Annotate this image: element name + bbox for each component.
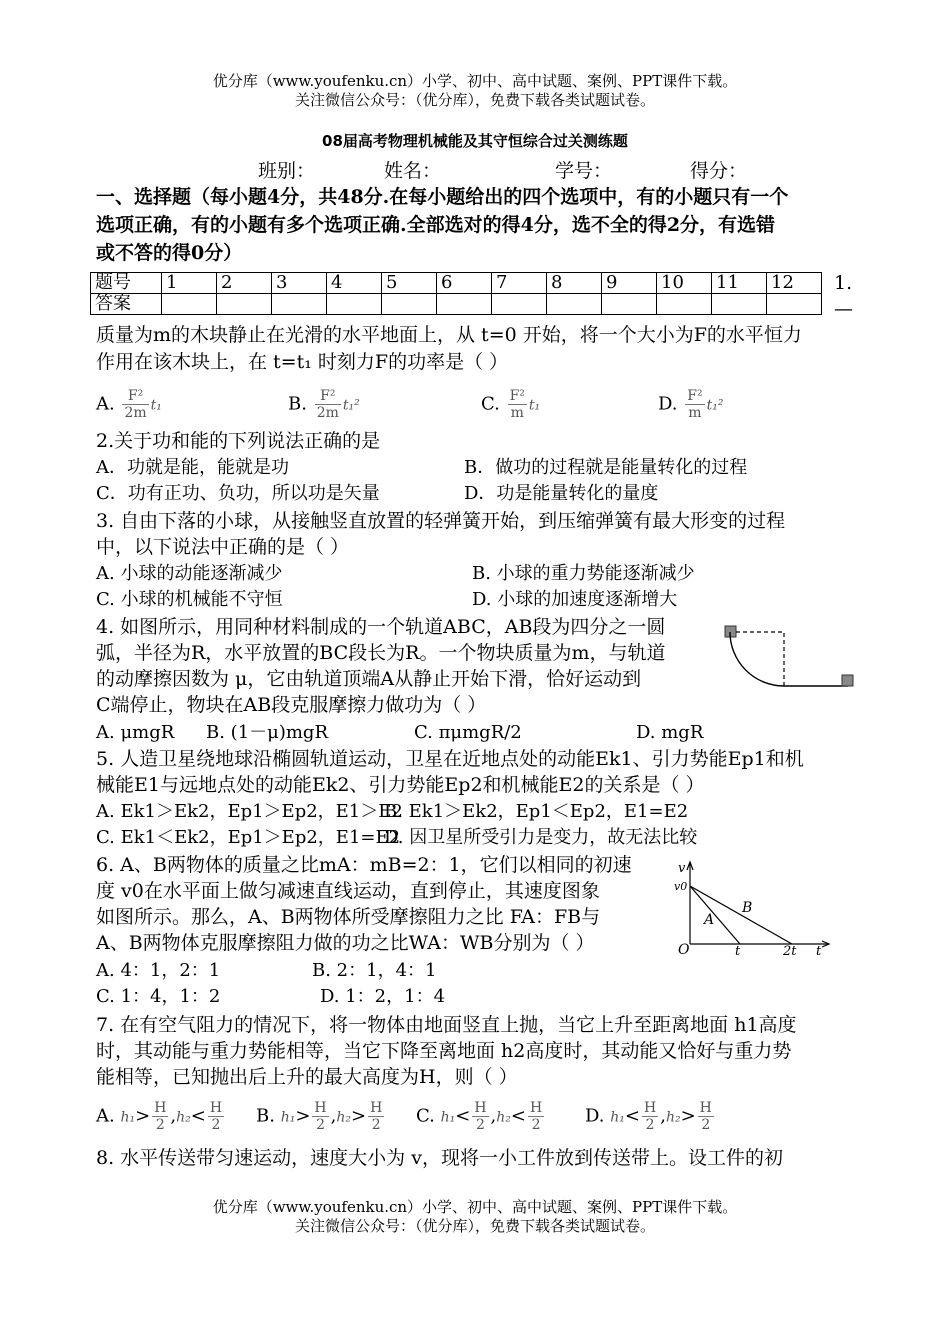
numerator: F² [509, 388, 525, 404]
fraction [472, 1100, 488, 1133]
q4-option-d: D. mgR [636, 722, 704, 743]
section-instructions-1: 一、选择题（每小题4分，共48分.在每小题给出的四个选项中，有的小题只有一个 [96, 186, 789, 208]
h2-var: h₂ [176, 1109, 191, 1126]
separator: , [170, 1105, 177, 1127]
student-id-label: 学号： [555, 160, 613, 182]
operator: < [455, 1105, 471, 1127]
fraction [642, 1100, 658, 1133]
denominator: 2 [645, 1117, 655, 1133]
line-a [690, 886, 740, 944]
a-label: A [704, 912, 715, 928]
numerator: H [314, 1100, 327, 1116]
fraction [152, 1100, 168, 1133]
table-cell: 10 [657, 273, 712, 294]
option-letter: D. [585, 1105, 605, 1127]
numerator: H [154, 1100, 167, 1116]
q7-option-b [256, 1100, 386, 1133]
footer-line-2: 关注微信公众号：（优分库），免费下载各类试题试卷。 [294, 1217, 655, 1235]
option-letter: C. [481, 393, 500, 415]
option-letter: D. [658, 393, 678, 415]
option-letter: A. [96, 1105, 115, 1127]
operator: > [135, 1105, 151, 1127]
operator: > [295, 1105, 311, 1127]
fraction [315, 388, 341, 421]
separator: , [660, 1105, 666, 1127]
table-cell: 12 [767, 273, 822, 294]
operator: < [190, 1105, 206, 1127]
q7-option-d [585, 1100, 716, 1133]
v0-label: v0 [674, 880, 688, 893]
t-label: t [735, 944, 741, 959]
q7-option-c [416, 1100, 546, 1133]
q2-option-a: A．功就是能，能就是功 [96, 457, 289, 478]
denominator: 2 [475, 1117, 485, 1133]
numerator: H [530, 1100, 543, 1116]
answer-cell[interactable] [217, 294, 272, 315]
q1-stem-1: 质量为m的木块静止在光滑的水平地面上，从 t=0 开始，将一个大小为F的水平恒力 [96, 324, 802, 346]
time-var: t₁² [706, 397, 724, 414]
q6-stem-4: A、B两物体克服摩擦阻力做的功之比WA：WB分别为（ ） [96, 932, 595, 954]
v-label: v [678, 861, 686, 876]
q1-stem-2: 作用在该木块上，在 t=t₁ 时刻力F的功率是（ ） [96, 351, 509, 373]
numerator: F² [315, 388, 341, 405]
denominator: 2m [316, 405, 339, 421]
table-cell: 7 [492, 273, 547, 294]
h2-var: h₂ [336, 1109, 352, 1126]
q2-option-d: D．功是能量转化的量度 [464, 483, 659, 504]
q7-option-a [96, 1100, 226, 1133]
q5-option-b: B. Ek1＞Ek2，Ep1＜Ep2，E1=E2 [384, 801, 689, 822]
table-cell: 3 [272, 273, 327, 294]
q4-option-a: A. μmgR [96, 722, 175, 743]
table-cell: 11 [712, 273, 767, 294]
q7-stem-2: 时，其动能与重力势能相等，当它下降至离地面 h2高度时，其动能又恰好与重力势 [96, 1040, 792, 1062]
row-label: 题号 [91, 273, 162, 294]
table-cell: 8 [547, 273, 602, 294]
q7-stem-3: 能相等，已知抛出后上升的最大高度为H，则（ ） [96, 1066, 518, 1088]
q5-stem-1: 5. 人造卫星绕地球沿椭圆轨道运动，卫星在近地点处的动能Ek1、引力势能Ep1和机 [96, 748, 804, 770]
q6-stem-3: 如图所示。那么，A、B两物体所受摩擦阻力之比 FA：FB与 [96, 906, 601, 928]
table-cell: 5 [382, 273, 437, 294]
numerator: F² [122, 388, 148, 405]
q8-stem-1: 8. 水平传送带匀速运动，速度大小为 v，现将一小工件放到传送带上。设工件的初 [96, 1147, 783, 1169]
option-letter: C. [416, 1105, 435, 1127]
h1-var: h₁ [610, 1109, 625, 1126]
numerator: H [699, 1100, 712, 1116]
page-title: 08届高考物理机械能及其守恒综合过关测练题 [322, 132, 628, 150]
q5-option-a: A. Ek1＞Ek2，Ep1＞Ep2，E1＞E2 [96, 801, 403, 822]
table-cell: 1 [162, 273, 217, 294]
fraction [685, 388, 704, 421]
numerator: H [474, 1100, 487, 1116]
q1-option-d [658, 388, 723, 421]
class-label: 班别： [258, 160, 316, 182]
time-var: t₁ [528, 397, 541, 414]
answer-cell[interactable] [602, 294, 657, 315]
answer-cell[interactable] [162, 294, 217, 315]
name-label: 姓名： [384, 160, 442, 182]
q3-stem-1: 3. 自由下落的小球，从接触竖直放置的轻弹簧开始，到压缩弹簧有最大形变的过程 [96, 510, 786, 532]
q2-stem: 2.关于功和能的下列说法正确的是 [96, 430, 381, 452]
fraction [508, 388, 527, 421]
section-instructions-3: 或不答的得0分） [96, 242, 243, 264]
q3-option-a: A. 小球的动能逐渐减少 [96, 563, 283, 584]
header-line-2: 关注微信公众号：（优分库），免费下载各类试题试卷。 [294, 91, 655, 109]
q5-option-c: C. Ek1＜Ek2，Ep1＞Ep2，E1=E2 [96, 827, 401, 848]
q3-option-c: C. 小球的机械能不守恒 [96, 589, 283, 610]
fraction [122, 388, 148, 421]
denominator: 2 [701, 1117, 711, 1133]
answer-cell[interactable] [492, 294, 547, 315]
answer-row [91, 294, 822, 315]
q6-option-b: B. 2：1，4：1 [312, 960, 437, 981]
fraction [312, 1100, 328, 1133]
table-cell: 2 [217, 273, 272, 294]
q4-stem-4: C端停止，物块在AB段克服摩擦力做功为（ ） [96, 694, 487, 716]
q3-option-d: D. 小球的加速度逐渐增大 [472, 589, 678, 610]
option-letter: A. [96, 393, 115, 415]
q6-option-a: A. 4：1，2：1 [96, 960, 221, 981]
score-label: 得分： [690, 160, 748, 182]
track-diagram [718, 620, 858, 692]
answer-cell[interactable] [272, 294, 327, 315]
operator: > [351, 1105, 367, 1127]
h1-var: h₁ [440, 1109, 456, 1126]
option-letter: B. [256, 1105, 275, 1127]
q6-option-c: C. 1：4，1：2 [96, 986, 221, 1007]
answer-cell[interactable] [437, 294, 492, 315]
answer-cell[interactable] [767, 294, 822, 315]
operator: < [624, 1105, 640, 1127]
radius-guide [736, 632, 784, 686]
fraction [528, 1100, 544, 1133]
denominator: 2m [124, 405, 147, 421]
numerator: H [643, 1100, 657, 1116]
block-at-c [842, 675, 853, 686]
b-label: B [742, 900, 753, 916]
q5-stem-2: 械能E1与远地点处的动能Ek2、引力势能Ep2和机械能E2的关系是（ ） [96, 774, 705, 796]
h1-var: h₁ [280, 1109, 296, 1126]
track-abc [730, 632, 848, 686]
q6-stem-1: 6. A、B两物体的质量之比mA：mB=2：1，它们以相同的初速 [96, 854, 632, 876]
2t-label: 2t [783, 944, 797, 959]
separator: , [490, 1105, 497, 1127]
q7-stem-1: 7. 在有空气阻力的情况下，将一物体由地面竖直上抛，当它上升至距离地面 h1高度 [96, 1014, 797, 1036]
answer-cell[interactable] [657, 294, 712, 315]
t-axis-label: t [816, 944, 822, 959]
answer-table [90, 272, 822, 315]
q3-stem-2: 中，以下说法中正确的是（ ） [96, 536, 350, 558]
q6-stem-2: 度 v0在水平面上做匀减速直线运动，直到停止，其速度图象 [96, 880, 600, 902]
numerator: H [209, 1100, 223, 1116]
fraction [698, 1100, 714, 1133]
denominator: 2 [316, 1117, 325, 1133]
q1-number: 1. [834, 272, 853, 294]
q4-stem-3: 的动摩擦因数为 μ，它由轨道顶端A从静止开始下滑，恰好运动到 [96, 668, 642, 690]
q5-option-d: D. 因卫星所受引力是变力，故无法比较 [384, 827, 698, 848]
operator: < [510, 1105, 527, 1127]
q6-option-d: D. 1：2，1：4 [320, 986, 446, 1007]
numerator: H [370, 1100, 383, 1116]
q2-option-b: B．做功的过程就是能量转化的过程 [464, 457, 748, 478]
table-cell: 6 [437, 273, 492, 294]
denominator: 2 [211, 1117, 221, 1133]
velocity-time-graph [672, 856, 834, 960]
h2-var: h₂ [665, 1109, 681, 1126]
origin-label: O [678, 942, 690, 958]
header-line-1: 优分库（www.youfenku.cn）小学、初中、高中试题、案例、PPT课件下载。 [212, 72, 738, 90]
answer-cell[interactable] [547, 294, 602, 315]
time-var: t₁ [150, 397, 162, 414]
denominator: 2 [371, 1117, 381, 1133]
answer-cell[interactable] [382, 294, 437, 315]
denominator: 2 [155, 1117, 165, 1133]
separator: , [330, 1105, 337, 1127]
q4-option-b: B. (1－μ)mgR [206, 722, 329, 743]
q4-stem-2: 弧，半径为R，水平放置的BC段长为R。一个物块质量为m，与轨道 [96, 642, 666, 664]
denominator: 2 [531, 1117, 541, 1133]
answer-cell[interactable] [712, 294, 767, 315]
q4-stem-1: 4. 如图所示，用同种材料制成的一个轨道ABC，AB段为四分之一圆 [96, 616, 666, 638]
table-cell: 4 [327, 273, 382, 294]
numerator: F² [687, 388, 703, 404]
footer-line-1: 优分库（www.youfenku.cn）小学、初中、高中试题、案例、PPT课件下载。 [212, 1198, 738, 1216]
operator: > [680, 1105, 696, 1127]
row-label: 答案 [91, 294, 162, 315]
q3-option-b: B. 小球的重力势能逐渐减少 [472, 563, 695, 584]
question-number-row [91, 273, 822, 294]
table-cell: 9 [602, 273, 657, 294]
q1-option-b [288, 388, 360, 421]
time-var: t₁² [342, 397, 360, 414]
q1-option-a [96, 388, 162, 421]
q1-option-c [481, 388, 540, 421]
fraction [208, 1100, 224, 1133]
denominator: m [510, 405, 524, 421]
option-letter: B. [288, 393, 307, 415]
fraction [368, 1100, 384, 1133]
q2-option-c: C．功有正功、负功，所以功是矢量 [96, 483, 380, 504]
section-instructions-2: 选项正确，有的小题有多个选项正确.全部选对的得4分，选不全的得2分，有选错 [96, 214, 776, 236]
h1-var: h₁ [120, 1109, 136, 1126]
answer-cell[interactable] [327, 294, 382, 315]
denominator: m [688, 405, 702, 421]
q4-option-c: C. πμmgR/2 [414, 722, 522, 743]
h2-var: h₂ [496, 1109, 511, 1126]
q1-dash: — [834, 298, 853, 320]
